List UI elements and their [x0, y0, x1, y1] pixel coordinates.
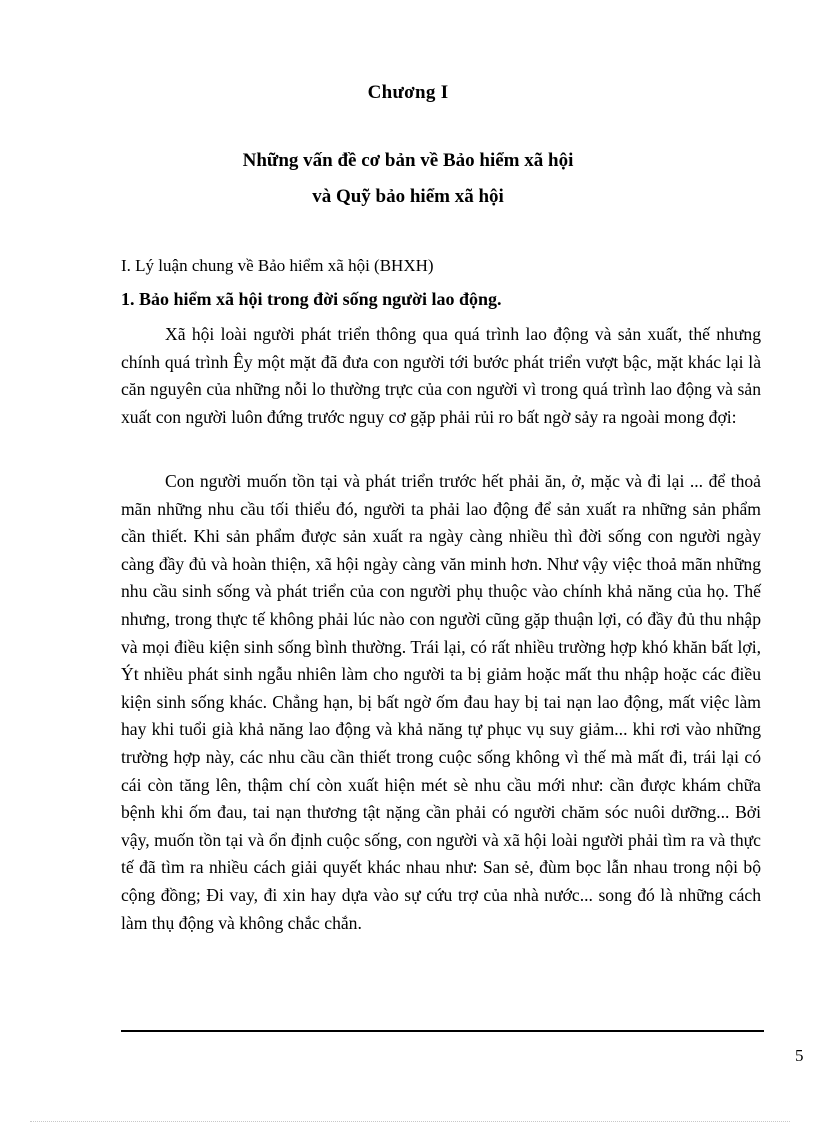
paragraph-1: Xã hội loài người phát triển thông qua quá trình lao động và sản xuất, thế nhưng chính quá trình Êy một mặt đã đưa con người tới bước phát triển vượt bậc, mặt khác lại là căn nguyên của những nỗi lo thường trực của con người vì trong quá trình lao động và sản xuất con người luôn đứng trước nguy cơ gặp phải rủi ro bất ngờ sảy ra ngoài mong đợi:	[121, 324, 761, 427]
page-bottom-dotted-border	[30, 1121, 790, 1122]
chapter-title-line-2: và Quỹ bảo hiểm xã hội	[312, 186, 504, 207]
sub-heading: 1. Bảo hiểm xã hội trong đời sống người lao động.	[121, 289, 502, 309]
page-number: 5	[795, 1046, 804, 1065]
paragraph-2: Con người muốn tồn tại và phát triển trước hết phải ăn, ở, mặc và đi lại ... để thoả mãn những nhu cầu tối thiểu đó, người ta phải lao động để sản xuất ra những sản phẩm cần thiết. Khi sản phẩm được sản xuất ra ngày càng nhiều thì đời sống con người ngày càng đầy đủ và hoàn thiện, xã hội ngày càng văn minh hơn. Như vậy việc thoả mãn những nhu cầu sinh sống và phát triển của con người phụ thuộc vào chính khả năng của họ. Thế nhưng, trong thực tế không phải lúc nào con người cũng gặp thuận lợi, có đầy đủ thu nhập và mọi điều kiện sinh sống bình thường. Trái lại, có rất nhiều trường hợp khó khăn bất lợi, Ýt nhiều phát sinh ngẫu nhiên làm cho người ta bị giảm hoặc mất thu nhập hoặc các điều kiện sinh sống khác. Chẳng hạn, bị bất ngờ ốm đau hay bị tai nạn lao động, mất việc làm hay khi tuổi già khả năng lao động và khả năng tự phục vụ suy giảm... khi rơi vào những trường hợp này, các nhu cầu cần thiết trong cuộc sống không vì thế mà mất đi, trái lại có cái còn tăng lên, thậm chí còn xuất hiện mét sè nhu cầu mới như: cần được khám chữa bệnh khi ốm đau, tai nạn thương tật nặng cần phải có người chăm sóc nuôi dưỡng... Bởi vậy, muốn tồn tại và ổn định cuộc sống, con người và xã hội loài người phải tìm ra và thực tế đã tìm ra nhiều cách giải quyết khác nhau như: San sẻ, đùm bọc lẫn nhau trong nội bộ cộng đồng; Đi vay, đi xin hay dựa vào sự cứu trợ của nhà nước... song đó là những cách làm thụ động và không chắc chắn.	[121, 471, 761, 933]
section-heading: I. Lý luận chung về Bảo hiểm xã hội (BHXH)	[121, 256, 434, 275]
chapter-heading: Chương I	[367, 82, 449, 103]
chapter-title-line-1: Những vấn đề cơ bản về Bảo hiểm xã hội	[242, 150, 574, 171]
footer-divider	[121, 1030, 764, 1032]
